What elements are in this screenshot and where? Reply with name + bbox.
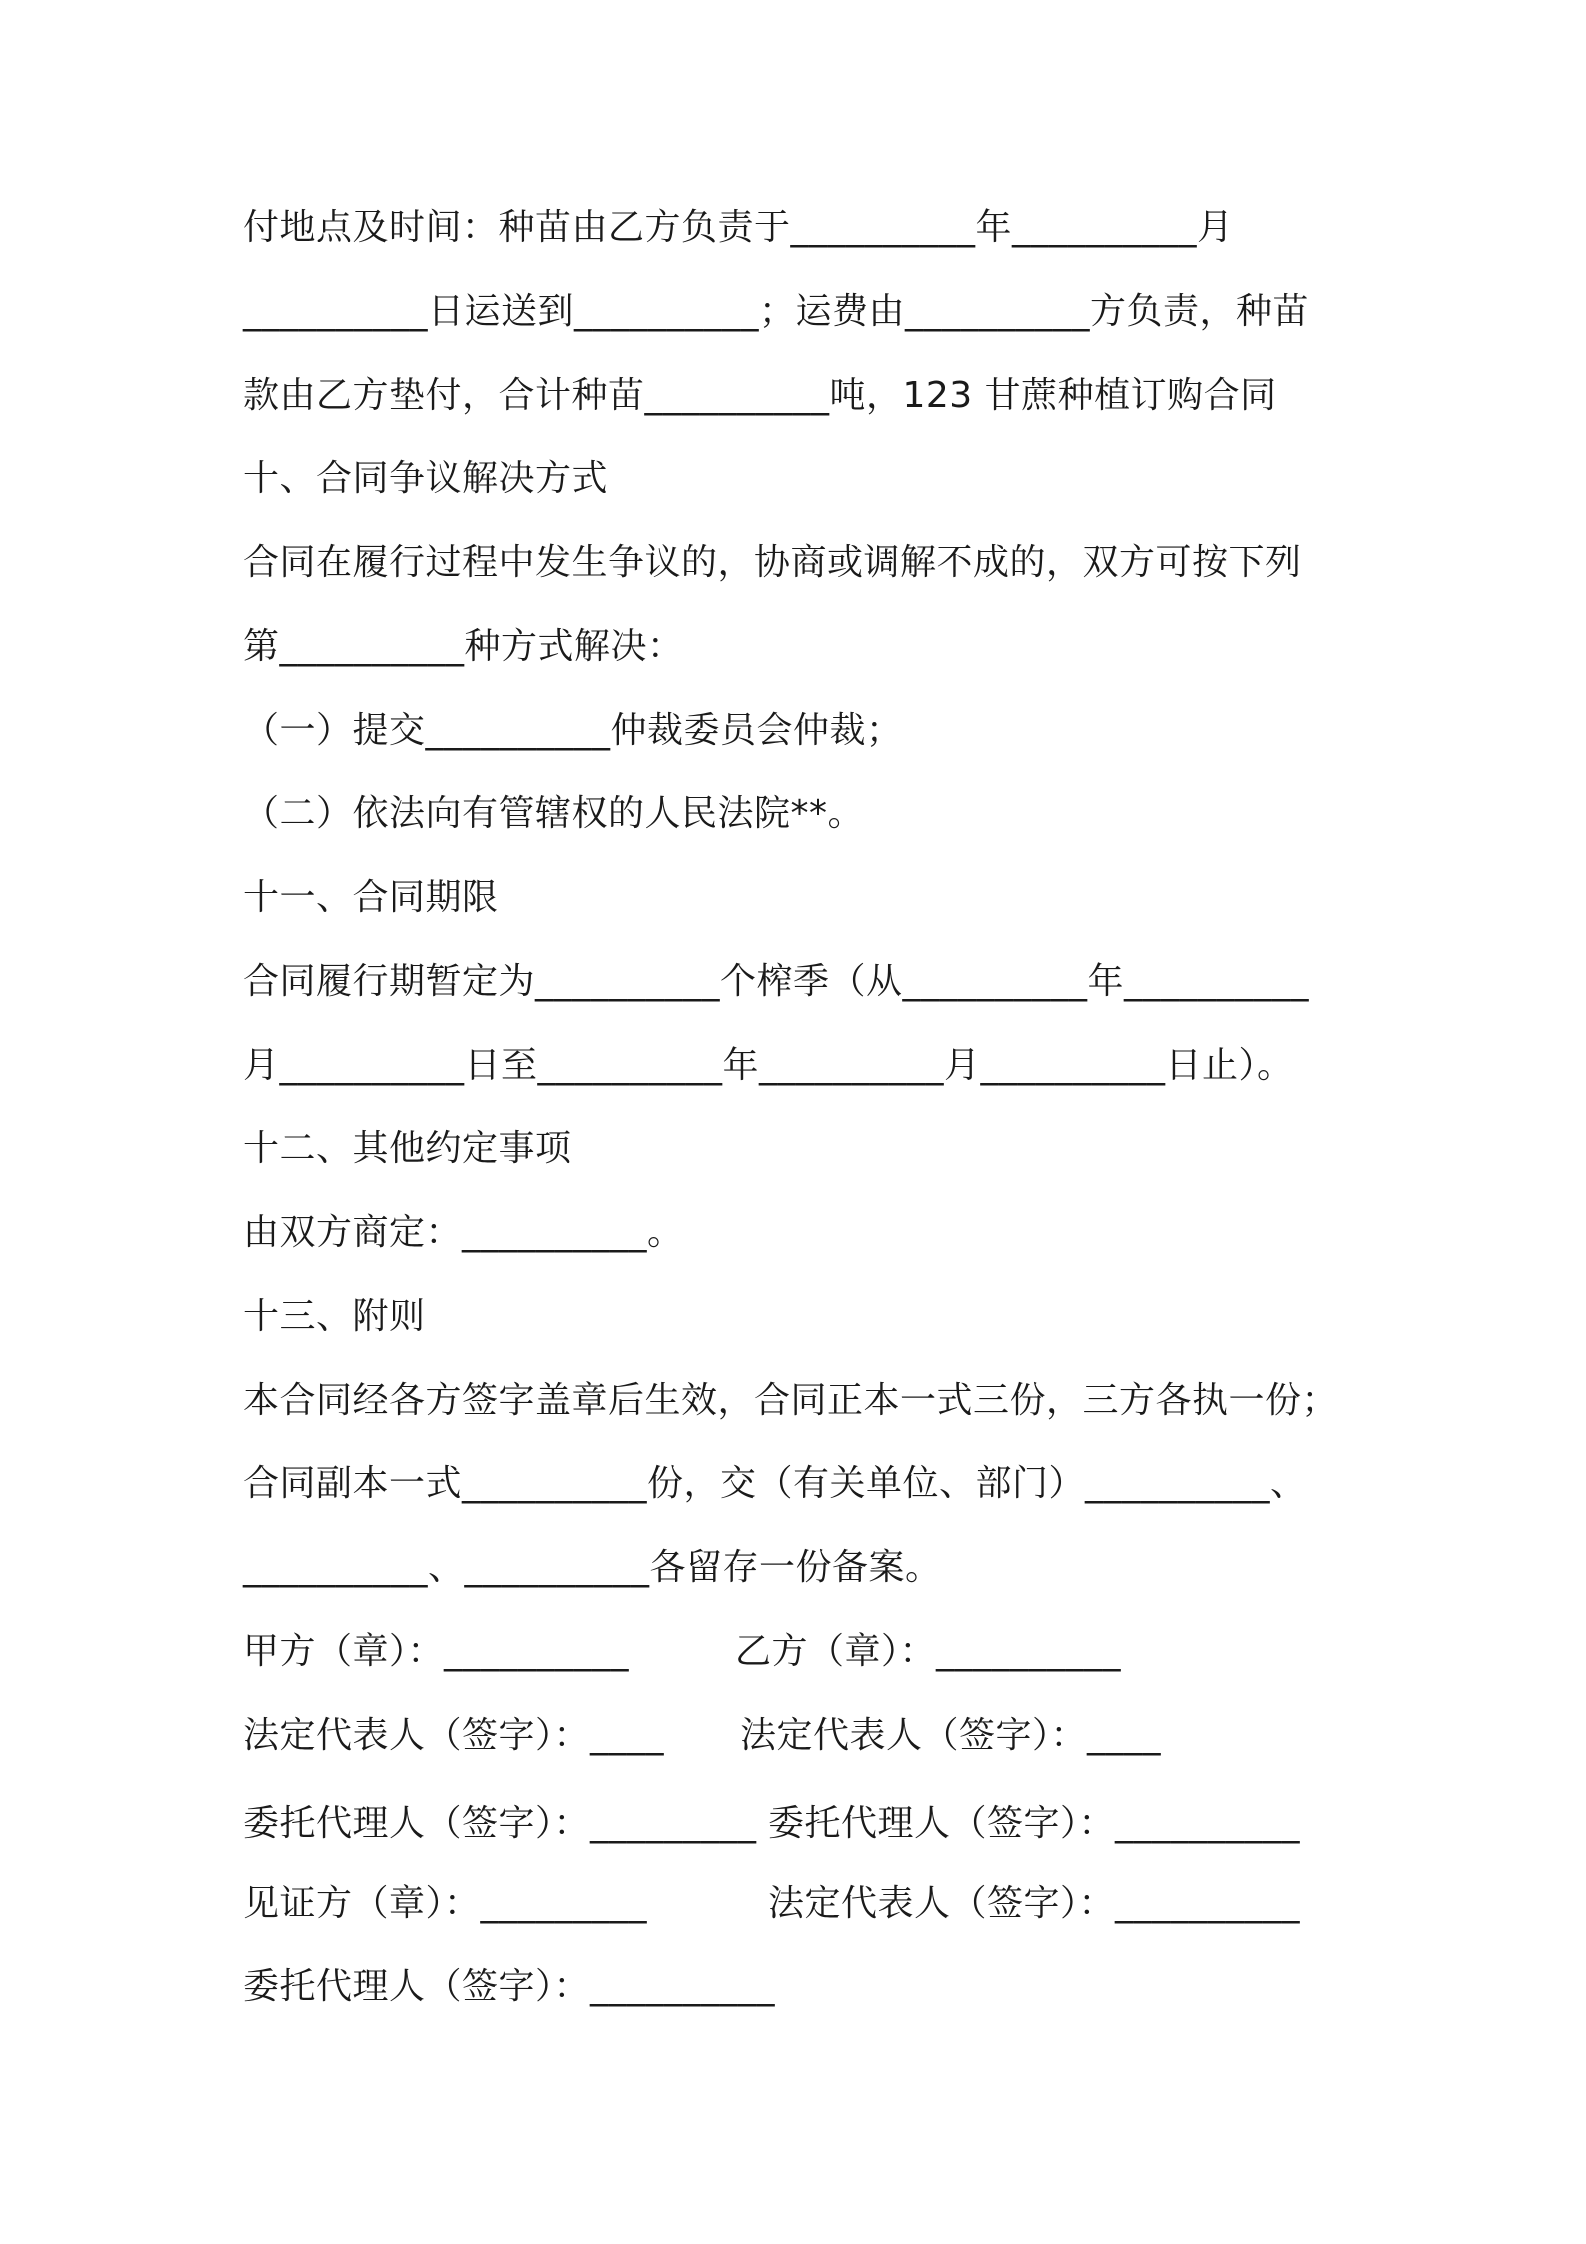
clause-dispute-line-2: 第__________种方式解决： xyxy=(243,626,684,667)
party-b-agent-field: 委托代理人（签字）：__________ xyxy=(768,1803,1301,1844)
clause-supplementary-line-2: 合同副本一式__________份，交（有关单位、部门）__________、 xyxy=(243,1463,1307,1504)
witness-representative-field: 法定代表人（签字）：__________ xyxy=(768,1883,1301,1924)
clause-dispute-option-2: （二）依法向有管辖权的人民法院**。 xyxy=(243,793,865,834)
clause-dispute-option-1: （一）提交__________仲裁委员会仲裁； xyxy=(243,710,903,751)
party-a-representative-field: 法定代表人（签字）：____ xyxy=(243,1715,665,1756)
clause-supplementary-line-3: __________、__________各留存一份备案。 xyxy=(243,1547,942,1588)
witness-agent-field: 委托代理人（签字）：__________ xyxy=(243,1966,776,2007)
clause-other-line-1: 由双方商定：__________。 xyxy=(243,1212,684,1253)
clause-term-line-1: 合同履行期暂定为__________个榨季（从__________年__________ xyxy=(243,961,1310,1002)
section-heading-other: 十二、其他约定事项 xyxy=(243,1128,572,1169)
party-a-agent-field: 委托代理人（签字）：_________ xyxy=(243,1803,757,1844)
section-heading-term: 十一、合同期限 xyxy=(243,877,499,918)
clause-delivery-line-1: 付地点及时间：种苗由乙方负责于__________年__________月 xyxy=(243,207,1234,248)
party-b-seal-field: 乙方（章）：__________ xyxy=(735,1631,1122,1672)
party-b-representative-field: 法定代表人（签字）：____ xyxy=(740,1715,1162,1756)
clause-term-line-2: 月__________日至__________年__________月__________日止）。 xyxy=(243,1045,1294,1086)
party-a-seal-field: 甲方（章）：__________ xyxy=(243,1631,630,1672)
clause-dispute-line-1: 合同在履行过程中发生争议的，协商或调解不成的，双方可按下列 xyxy=(243,542,1302,583)
clause-delivery-line-2: __________日运送到__________；运费由__________方负责，种苗 xyxy=(243,291,1310,332)
section-heading-dispute: 十、合同争议解决方式 xyxy=(243,458,609,499)
clause-supplementary-line-1: 本合同经各方签字盖章后生效，合同正本一式三份，三方各执一份； xyxy=(243,1380,1339,1421)
witness-seal-field: 见证方（章）：_________ xyxy=(243,1883,648,1924)
section-heading-supplementary: 十三、附则 xyxy=(243,1296,426,1337)
clause-delivery-line-3: 款由乙方垫付，合计种苗__________吨，123 甘蔗种植订购合同 xyxy=(243,375,1277,416)
